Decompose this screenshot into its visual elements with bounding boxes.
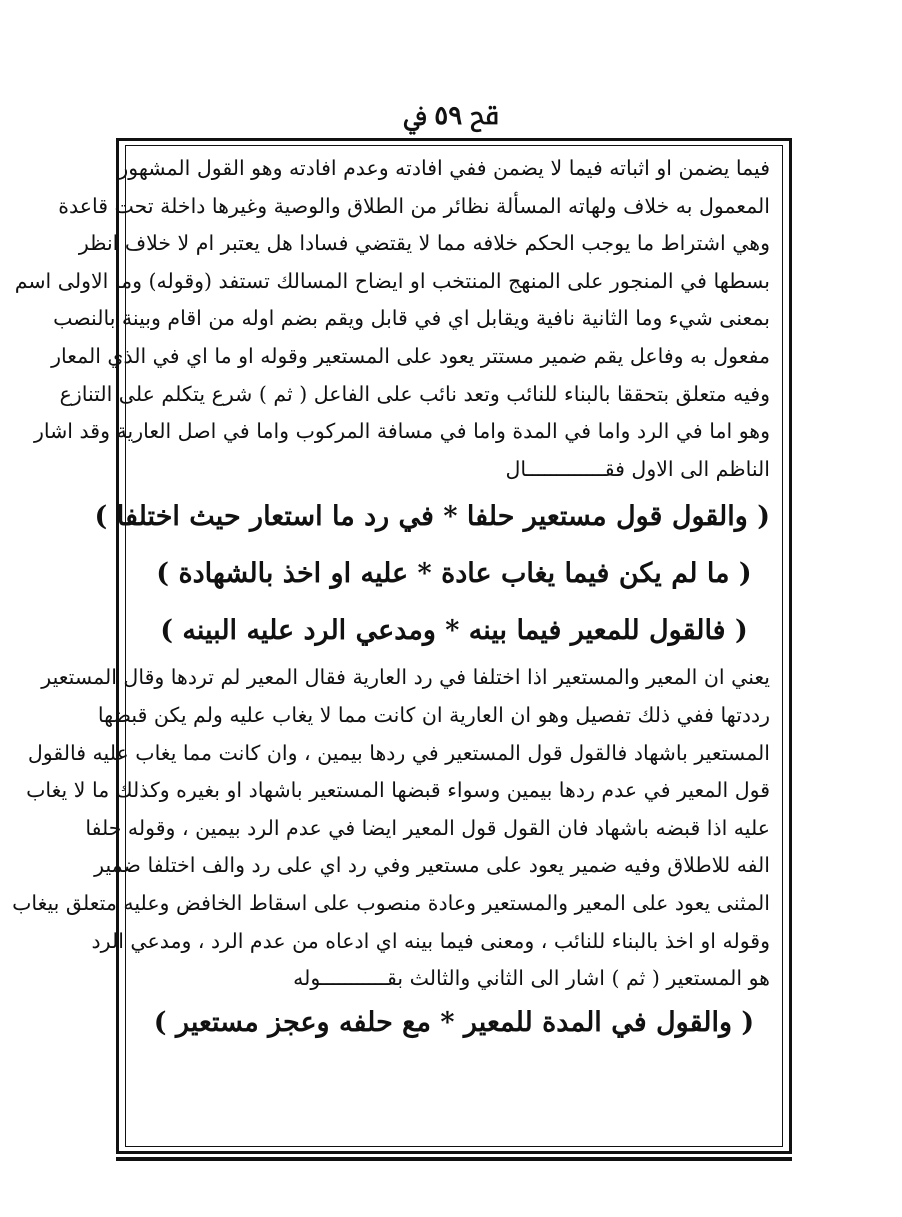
text-line: وهي اشتراط ما يوجب الحكم خلافه مما لا يقتضي فسادا هل يعتبر ام لا خلاف انظر	[78, 231, 770, 256]
text-line: هو المستعير ( ثم ) اشار الى الثاني والثالث بقـــــــــــوله	[293, 966, 770, 991]
text-line: وفيه متعلق بتحققا بالبناء للنائب وتعد نائب على الفاعل ( ثم ) شرع يتكلم على التنازع	[59, 381, 770, 406]
text-line: الناظم الى الاول فقـــــــــــــال	[505, 456, 770, 481]
page-text	[12, 150, 770, 1048]
text-line: قول المعير في عدم ردها بيمين وسواء قبضها المستعير باشهاد او بغيره وكذلك ما لا يغاب	[26, 778, 770, 803]
text-line: الفه للاطلاق وفيه ضمير يعود على مستعير وفي رد اي على رد والف اختلفا ضمير	[94, 853, 770, 878]
text-line: يعني ان المعير والمستعير اذا اختلفا في رد العارية فقال المعير لم تردها وقال المستعير	[41, 665, 770, 690]
text-line: وهو اما في الرد واما في المدة واما في مسافة المركوب واما في اصل العارية وقد اشار	[33, 419, 770, 444]
text-line: المعمول به خلاف ولهاته المسألة نظائر من الطلاق والوصية وغيرها داخلة تحت قاعدة	[58, 193, 770, 218]
text-line: المثنى يعود على المعير والمستعير وعادة منصوب على اسقاط الخافض وعليه متعلق بيغاب	[12, 890, 770, 915]
verse-line: ( ما لم يكن فيما يغاب عادة * عليه او اخذ بالشهادة )	[156, 558, 752, 590]
text-line: فيما يضمن او اثباته فيما لا يضمن ففي افادته وعدم افادته وهو القول المشهور	[118, 156, 770, 180]
text-line: رددتها ففي ذلك تفصيل وهو ان العارية ان كانت مما لا يغاب عليه ولم يكن قبضها	[97, 702, 770, 727]
page-number-ornament-right: ﰳ	[470, 101, 499, 130]
text-line: المستعير باشهاد فالقول قول المستعير في ردها بيمين ، وان كانت مما يغاب عليه فالقول	[27, 740, 770, 765]
verse-line: ( والقول قول مستعير حلفا * في رد ما استعار حيث اختلفا )	[94, 501, 770, 533]
page-number	[0, 96, 902, 136]
text-line: بسطها في المنجور على المنهج المنتخب او ايضاح المسالك تستفد (وقوله) وما الاولى اسم	[14, 268, 770, 293]
verse-line: ( والقول في المدة للمعير * مع حلفه وعجز مستعير )	[153, 1006, 755, 1038]
verse-line: ( فالقول للمعير فيما بينه * ومدعي الرد عليه البينه )	[160, 615, 748, 647]
text-line: عليه اذا قبضه باشهاد فان القول قول المعير ايضا في عدم الرد بيمين ، وقوله حلفا	[85, 815, 770, 840]
text-line: وقوله او اخذ بالبناء للنائب ، ومعنى فيما بينه اي ادعاه من عدم الرد ، ومدعي الرد	[91, 928, 770, 953]
text-line: بمعنى شيء وما الثانية نافية ويقابل اي في قابل ويقم بضم اوله من اقام وبينة بالنصب	[53, 306, 770, 331]
page-number-ornament-left: ﰲ	[403, 101, 427, 131]
page-bottom-rule	[116, 1157, 792, 1161]
page-number-value: ٥٩	[434, 101, 463, 131]
text-line: مفعول به وفاعل يقم ضمير مستتر يعود على المستعير وقوله او ما اي في الذي المعار	[51, 343, 770, 368]
